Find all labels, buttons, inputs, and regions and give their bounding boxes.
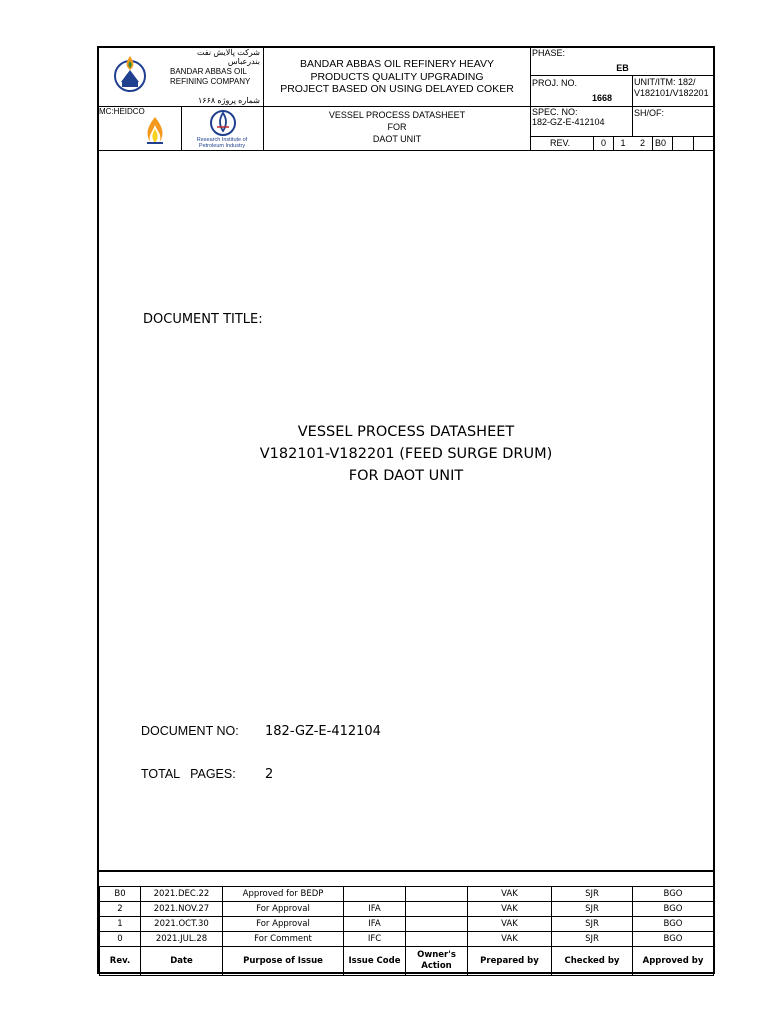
logo-divider: [181, 106, 182, 150]
prepared-by-cell: VAK: [468, 917, 552, 932]
date-header: Date: [141, 947, 223, 976]
checked-by-cell: SJR: [552, 932, 633, 947]
issue-code-cell: IFA: [344, 917, 406, 932]
checked-by-cell: SJR: [552, 917, 633, 932]
rev-cell: 2: [100, 902, 141, 917]
revision-table: [99, 886, 714, 976]
rev-cell-line-4: [672, 136, 673, 150]
project-title-line-3: PROJECT BASED ON USING DELAYED COKER: [280, 83, 514, 95]
owner-action-cell: [406, 887, 468, 902]
date-cell: 2021.DEC.22: [141, 887, 223, 902]
document-title-label: DOCUMENT TITLE:: [143, 312, 263, 327]
header-divider-right: [530, 46, 531, 150]
prepared-by-cell: VAK: [468, 887, 552, 902]
company-name-fa: شرکت پالایش نفت بندرعباس: [196, 48, 260, 66]
rev-cell: B0: [100, 887, 141, 902]
owner-action-header: Owner's Action: [406, 947, 468, 976]
spec-no-label: SPEC. NO:: [532, 107, 578, 117]
refinery-logo: [110, 52, 150, 101]
header-doc-title-3: DAOT UNIT: [372, 134, 422, 144]
revision-top-rule: [97, 870, 715, 872]
project-title-line-2: PRODUCTS QUALITY UPGRADING: [310, 71, 484, 83]
checked-by-cell: SJR: [552, 887, 633, 902]
main-title-line-2: V182101-V182201 (FEED SURGE DRUM): [259, 446, 553, 462]
ripi-emblem-icon: [208, 109, 238, 137]
unit-itm-line-2: V182101/V182201: [634, 88, 709, 98]
rev-cell-2: 2: [639, 138, 645, 148]
purpose-cell: For Approval: [223, 917, 344, 932]
purpose-cell: For Comment: [223, 932, 344, 947]
purpose-cell: Approved for BEDP: [223, 887, 344, 902]
header-bottom-rule: [97, 150, 715, 151]
total-pages-value: 2: [265, 767, 274, 782]
rev-label: REV.: [550, 138, 571, 148]
rev-cell-1: 1: [620, 138, 626, 148]
contractor-label: MC:HEIDCO: [99, 107, 145, 116]
phase-label: PHASE:: [532, 48, 566, 58]
approved-by-cell: BGO: [633, 917, 714, 932]
issue-code-cell: IFA: [344, 902, 406, 917]
main-title-line-1: VESSEL PROCESS DATASHEET: [297, 424, 515, 440]
prepared-by-header: Prepared by: [468, 947, 552, 976]
flame-icon: [143, 115, 167, 147]
rev-cell-3: B0: [655, 138, 667, 148]
heidco-logo: [143, 115, 167, 152]
company-name-en-1: BANDAR ABBAS OIL: [170, 67, 247, 76]
date-cell: 2021.JUL.28: [141, 932, 223, 947]
rev-cell: 1: [100, 917, 141, 932]
rev-cell-line-3: [652, 136, 653, 150]
sh-of-label: SH/OF:: [634, 108, 665, 118]
document-no-label: DOCUMENT NO:: [141, 724, 239, 738]
unit-itm-line-1: UNIT/ITM: 182/: [634, 77, 696, 87]
institute-name-1: Research Institute of: [196, 137, 248, 143]
approved-by-cell: BGO: [633, 902, 714, 917]
project-title-line-1: BANDAR ABBAS OIL REFINERY HEAVY: [300, 58, 494, 70]
right-rule-3: [530, 136, 715, 137]
table-row: [100, 887, 714, 902]
proj-no-label: PROJ. NO.: [532, 78, 578, 88]
refinery-logo-icon: [110, 52, 150, 96]
issue-code-header: Issue Code: [344, 947, 406, 976]
header-doc-title-1: VESSEL PROCESS DATASHEET: [328, 110, 466, 120]
document-frame: [97, 46, 715, 974]
date-cell: 2021.OCT.30: [141, 917, 223, 932]
project-number-fa: شماره پروژه ۱۶۶۸: [197, 96, 260, 105]
date-cell: 2021.NOV.27: [141, 902, 223, 917]
rev-cell: 0: [100, 932, 141, 947]
table-row: [100, 932, 714, 947]
right-col-divider: [632, 75, 633, 136]
purpose-header: Purpose of Issue: [223, 947, 344, 976]
owner-action-cell: [406, 932, 468, 947]
table-row: [100, 902, 714, 917]
issue-code-cell: [344, 887, 406, 902]
document-no-value: 182-GZ-E-412104: [265, 724, 381, 739]
right-rule-1: [530, 75, 715, 76]
owner-action-cell: [406, 902, 468, 917]
checked-by-cell: SJR: [552, 902, 633, 917]
institute-name-2: Petroleum Industry: [198, 143, 246, 149]
table-row: [100, 917, 714, 932]
prepared-by-cell: VAK: [468, 902, 552, 917]
company-name-en-2: REFINING COMPANY: [170, 77, 251, 86]
owner-action-cell: [406, 917, 468, 932]
approved-by-cell: BGO: [633, 932, 714, 947]
checked-by-header: Checked by: [552, 947, 633, 976]
issue-code-cell: IFC: [344, 932, 406, 947]
approved-by-cell: BGO: [633, 887, 714, 902]
rev-header: Rev.: [100, 947, 141, 976]
main-title-line-3: FOR DAOT UNIT: [348, 468, 464, 484]
header-doc-title-2: FOR: [387, 122, 407, 132]
phase-value: EB: [616, 63, 629, 73]
rev-cell-line-5: [693, 136, 694, 150]
rev-cell-0: 0: [600, 138, 606, 148]
revision-header-row: [100, 947, 714, 976]
approved-by-header: Approved by: [633, 947, 714, 976]
purpose-cell: For Approval: [223, 902, 344, 917]
spec-no-value: 182-GZ-E-412104: [532, 117, 605, 127]
proj-no-value: 1668: [592, 93, 613, 103]
total-pages-label: TOTAL PAGES:: [141, 767, 236, 781]
prepared-by-cell: VAK: [468, 932, 552, 947]
header-mid-rule: [97, 106, 530, 107]
